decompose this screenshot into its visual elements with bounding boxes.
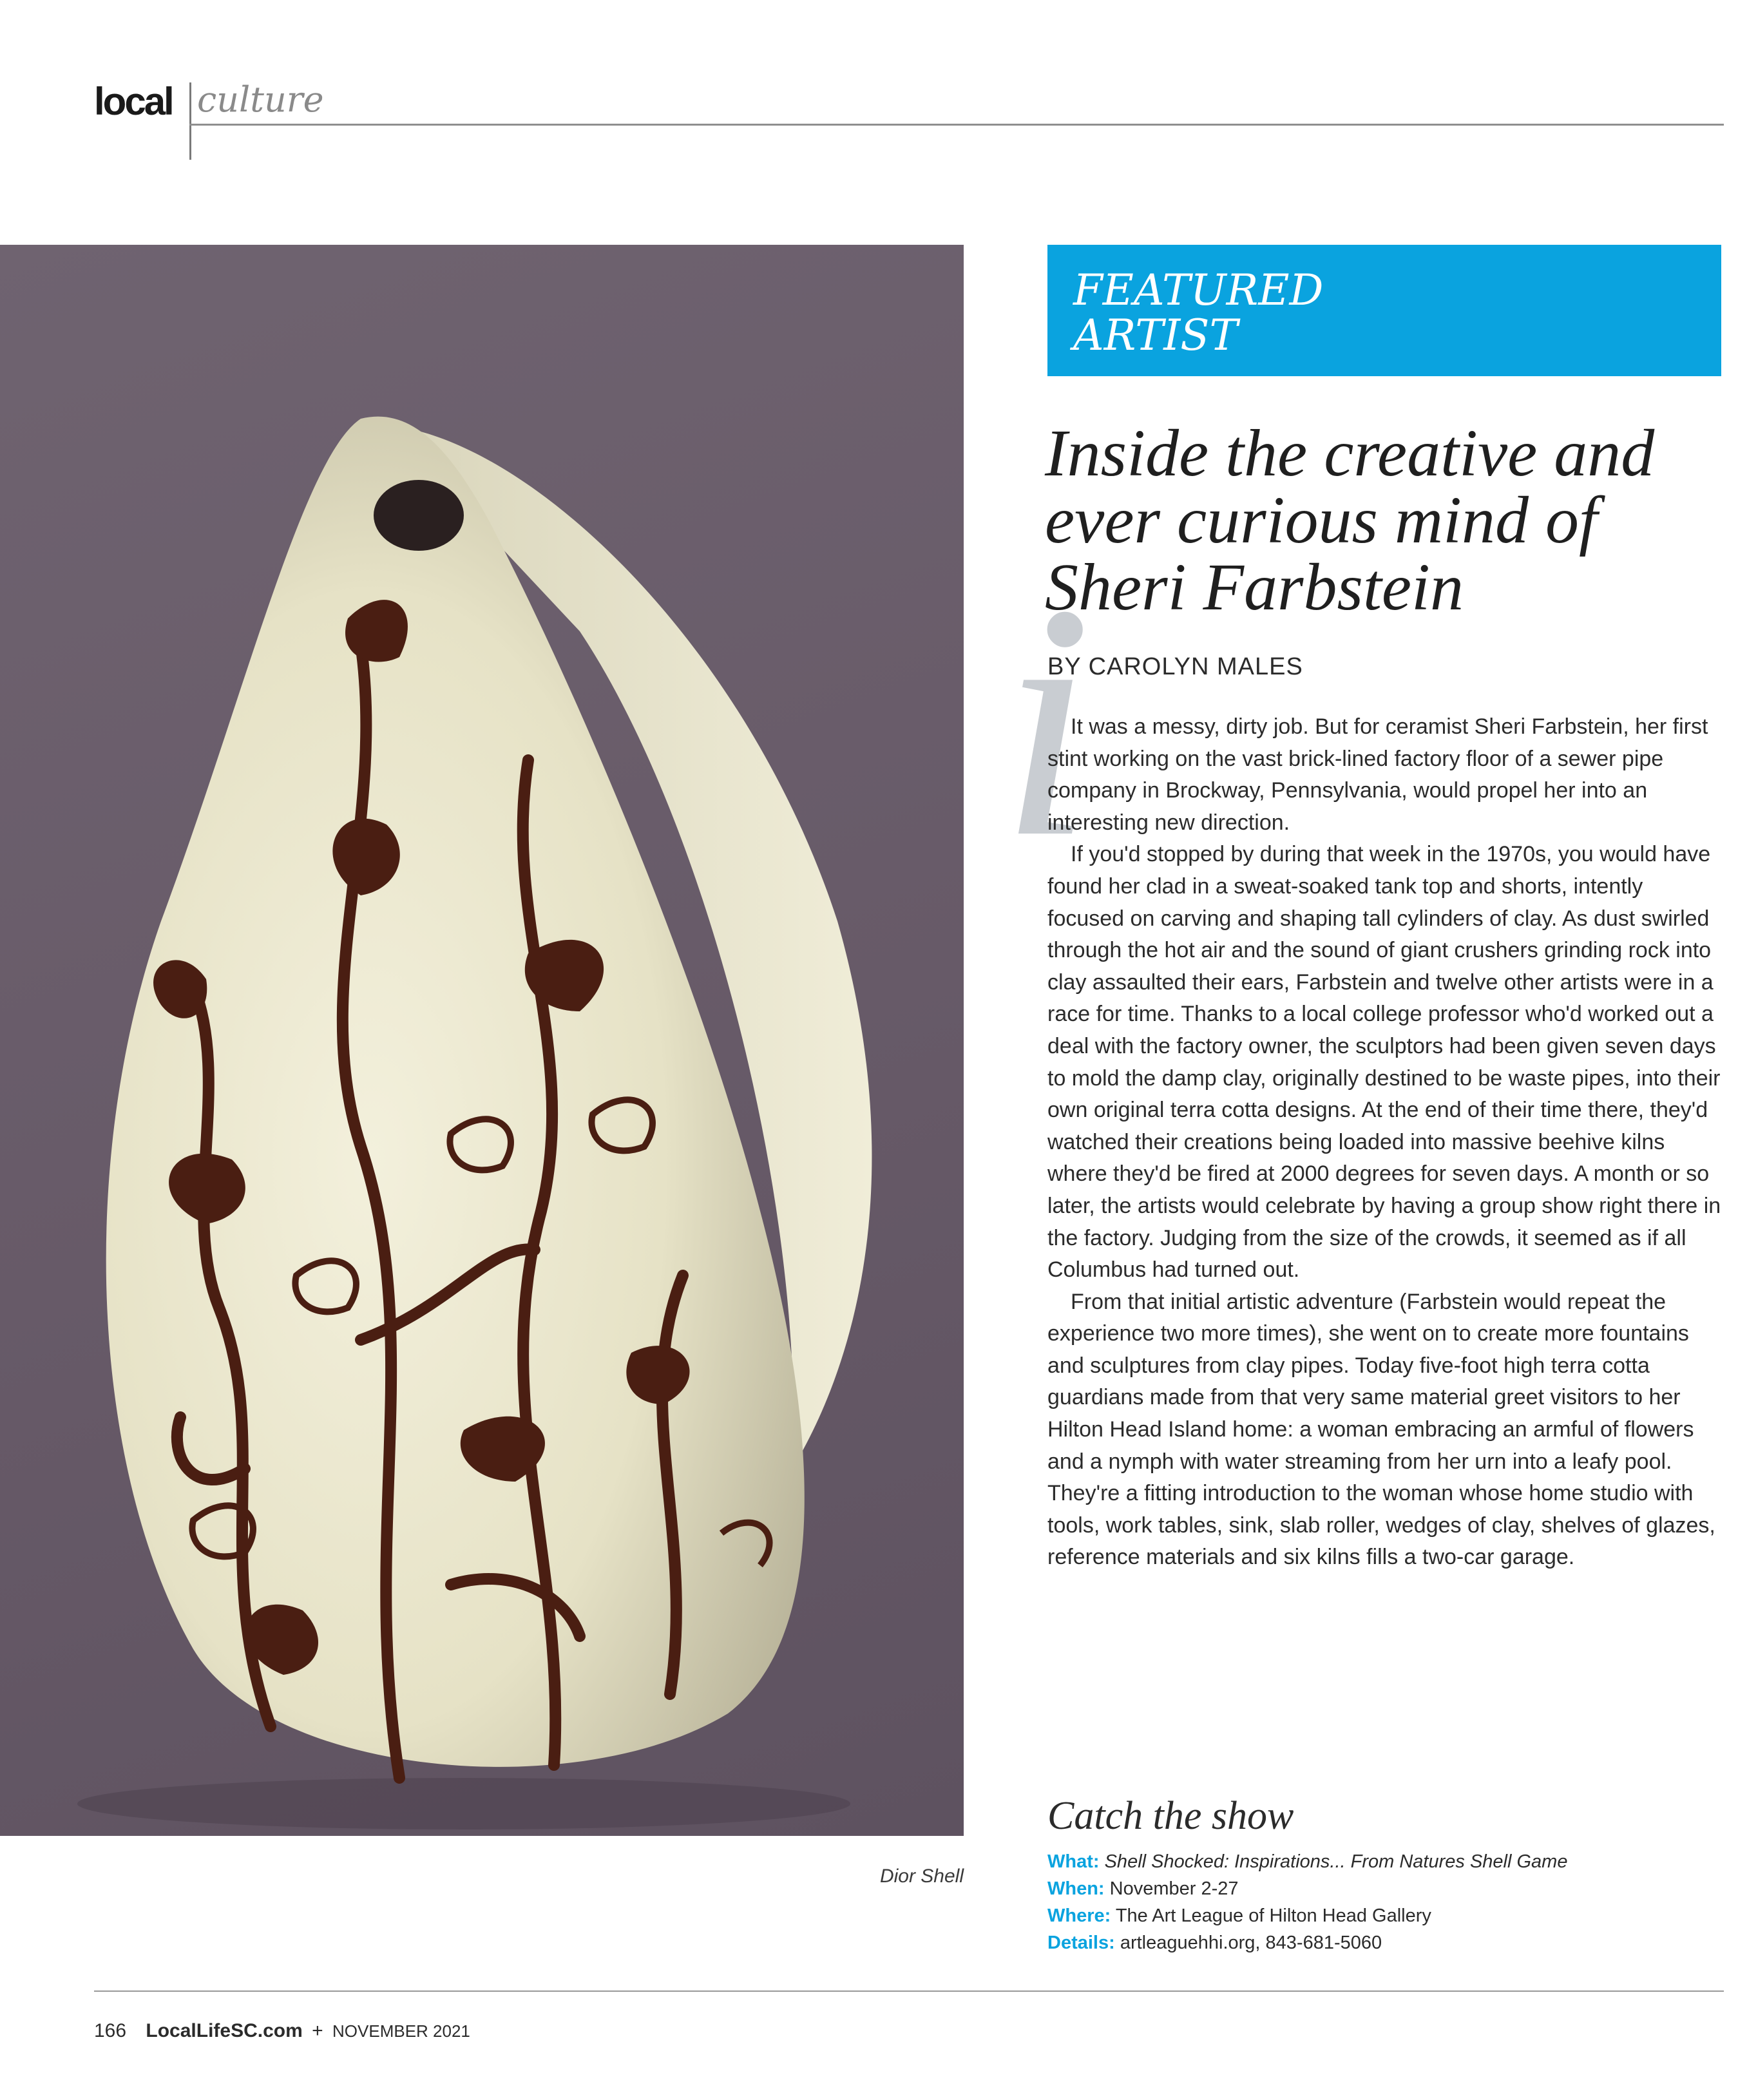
article-body xyxy=(1047,711,1724,1574)
footer-rule xyxy=(94,1990,1724,1992)
badge-line-1: FEATURED xyxy=(1073,265,1324,315)
show-what-value: Shell Shocked: Inspirations... From Natures Shell Game xyxy=(1104,1851,1568,1872)
artwork-photo xyxy=(0,245,964,1836)
badge-line-2: ARTIST xyxy=(1073,310,1238,360)
article-paragraph: It was a messy, dirty job. But for ceramist Sheri Farbstein, her first stint working on the vast brick-lined factory floor of a sewer pipe company in Brockway, Pennsylvania, would propel her into an interesting new direction. xyxy=(1047,714,1708,835)
footer-site: LocalLifeSC.com xyxy=(146,2020,303,2041)
show-section-title: Catch the show xyxy=(1047,1794,1294,1838)
footer-issue-date: NOVEMBER 2021 xyxy=(332,2021,470,2041)
drop-cap: i xyxy=(1000,536,1093,906)
show-what-row xyxy=(1047,1851,1724,1873)
show-what-label: What: xyxy=(1047,1851,1100,1872)
publication-logo: local xyxy=(94,80,173,123)
badge-text xyxy=(1073,265,1653,360)
article-byline: BY CAROLYN MALES xyxy=(1047,653,1303,680)
show-where-row xyxy=(1047,1905,1724,1927)
article-paragraph: If you'd stopped by during that week in the 1970s, you would have found her clad in a sweat-soaked tank top and shorts, intently focused on carving and shaping tall cylinders of clay. As dust swirled through the hot air and the sound of giant crushers grinding rock into clay assaulted their ears, Farbstein and twelve other artists were in a race for time. Thanks to a local college professor who'd worked out a deal with the factory owner, the sculptors had been given seven days to mold the damp clay, originally destined to be waste pipes, into their own original terra cotta designs. At the end of their time there, they'd watched their creations being loaded into massive beehive kilns where they'd be fired at 2000 degrees for seven days. A month or so later, the artists would celebrate by having a group show right there in the factory. Judging from the size of the crowds, it seemed as if all Columbus had turned out. xyxy=(1047,842,1721,1283)
show-when-row xyxy=(1047,1878,1724,1900)
section-label: culture xyxy=(197,79,324,120)
page-number: 166 xyxy=(94,2020,127,2041)
page-footer xyxy=(94,2020,470,2042)
show-where-value: The Art League of Hilton Head Gallery xyxy=(1115,1905,1431,1926)
article-headline: Inside the creative and ever curious mind of Sheri Farbstein xyxy=(1045,416,1655,624)
ceramic-vessel-illustration xyxy=(0,245,964,1836)
show-details-row xyxy=(1047,1933,1724,1954)
footer-separator: + xyxy=(312,2020,323,2041)
article-paragraph: From that initial artistic adventure (Farbstein would repeat the experience two more times), she went on to create more fountains and sculptures from clay pipes. Today five-foot high terra cotta guardians made from that very same material greet visitors to her Hilton Head Island home: a woman embracing an armful of flowers and a nymph with water streaming from her urn into a leafy pool. They're a fitting introduction to the woman whose home studio with tools, work tables, sink, slab roller, wedges of clay, shelves of glazes, reference materials and six kilns fills a two-car garage. xyxy=(1047,1289,1715,1570)
show-when-value: November 2-27 xyxy=(1109,1878,1239,1899)
header-divider xyxy=(189,82,191,160)
show-where-label: Where: xyxy=(1047,1905,1111,1926)
featured-artist-badge xyxy=(1047,245,1721,376)
show-details-value: artleaguehhi.org, 843-681-5060 xyxy=(1120,1933,1382,1953)
show-when-label: When: xyxy=(1047,1878,1105,1899)
show-details-label: Details: xyxy=(1047,1933,1115,1953)
header-rule xyxy=(189,124,1724,126)
photo-caption: Dior Shell xyxy=(879,1866,964,1887)
